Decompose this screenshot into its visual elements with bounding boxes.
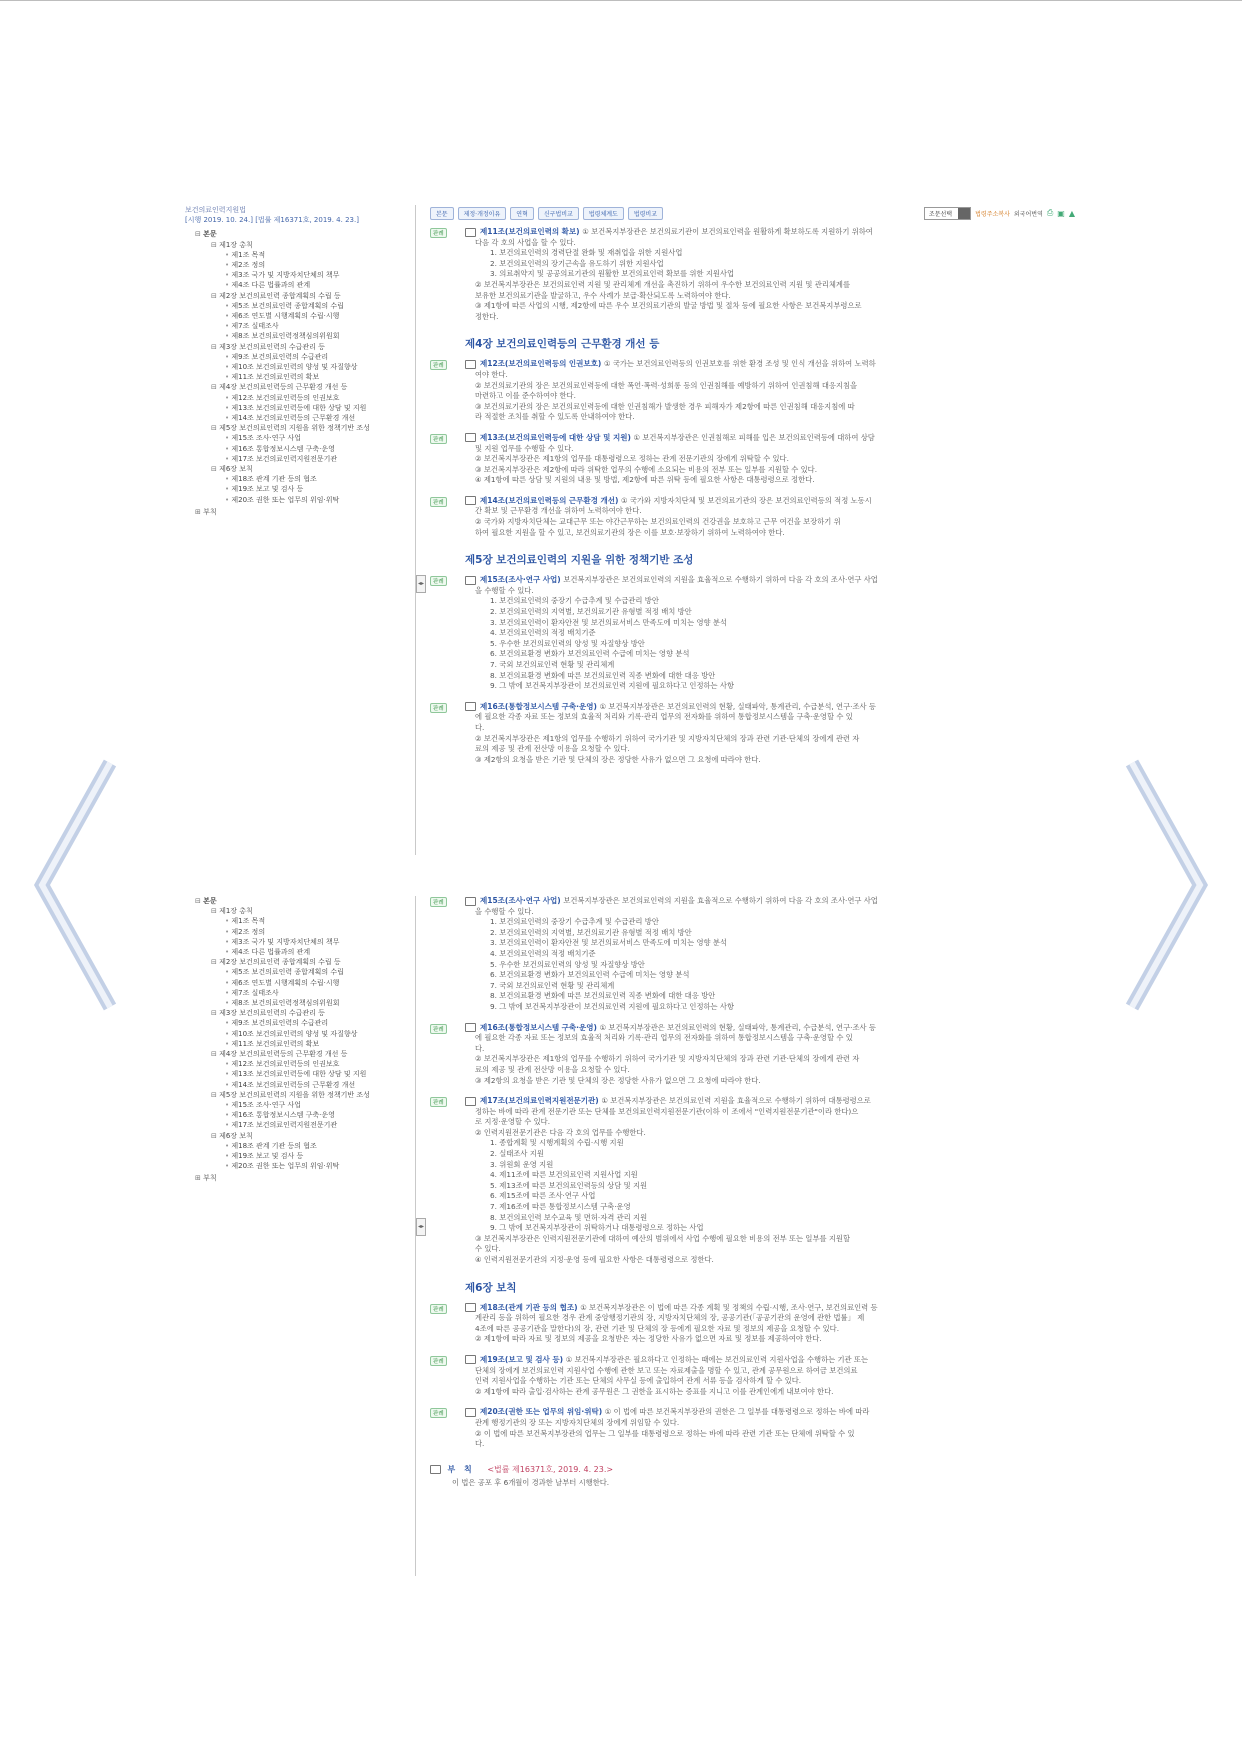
article-text-line: ② 보건복지부장관은 제1항의 업무를 대통령령으로 정하는 관계 전문기관의 장에게 위탁할 수 있다. [475, 454, 789, 464]
tree-chapter[interactable]: ⊟ 제3장 보건의료인력의 수급관리 등 [185, 342, 415, 352]
tab-law-system[interactable]: 법령체계도 [583, 207, 624, 220]
article-title[interactable]: 제13조(보건의료인력등에 대한 상담 및 지원) [480, 432, 634, 442]
article-text-line: ② 제1항에 따라 자료 및 정보의 제공을 요청받은 자는 정당한 사유가 없으면 자료 및 정보를 제공하여야 한다. [475, 1334, 822, 1344]
chapter-heading: 제4장 보건의료인력등의 근무환경 개선 등 [465, 338, 660, 351]
precedent-badge[interactable]: 판례 [430, 228, 447, 238]
law-content [430, 205, 1075, 855]
article-text-line: 9. 그 밖에 보건복지부장관이 위탁하거나 대통령령으로 정하는 사업 [490, 1223, 704, 1233]
article [430, 227, 1075, 322]
article-checkbox[interactable] [465, 433, 476, 442]
tab-history[interactable]: 연혁 [510, 207, 534, 220]
page-screenshot-1 [185, 205, 1075, 855]
save-icon[interactable]: ▣ [1057, 208, 1065, 218]
article [430, 433, 1075, 486]
article [430, 702, 1075, 766]
article-text-line: 보유한 보건의료기관을 발굴하고, 우수 사례가 보급·확산되도록 노력하여야 한다. [475, 290, 731, 300]
tab-main[interactable]: 본문 [430, 207, 454, 220]
article-text: 보건복지부장관은 보건의료인력의 지원을 효율적으로 수행하기 위하여 다음 각 호의 조사·연구 사업 [563, 896, 878, 905]
article-text-line: 7. 국외 보건의료인력 현황 및 관리체계 [490, 980, 615, 990]
article-text: ① 보건복지부장관은 보건의료인력 지원을 효율적으로 수행하기 위하여 대통령령으로 [601, 1096, 871, 1106]
article-title[interactable]: 제15조(조사·연구 사업) [480, 896, 564, 905]
article-text-line: 1. 보건의료인력의 경력단절 완화 및 재취업을 위한 지원사업 [490, 248, 683, 258]
tree-article[interactable]: • 제4조 다른 법률과의 관계 [185, 280, 415, 290]
article-text: ① 이 법에 따른 보건복지부장관의 권한은 그 일부를 대통령령으로 정하는 바에 따라 [604, 1407, 870, 1417]
article-text-line: ② 보건복지부장관은 보건의료인력 지원 및 관리체계 개선을 촉진하기 위하여 우수한 보건의료인력 지원 및 관리체계를 [475, 279, 851, 289]
article-text-line: 료의 제공 및 관계 전산망 이용을 요청할 수 있다. [475, 1064, 630, 1074]
article-text-line: 다. [475, 1439, 485, 1449]
translate-link[interactable]: 외국어번역 [1013, 210, 1043, 218]
law-tree-panel [185, 205, 416, 855]
article [430, 896, 1075, 1013]
page2-body [430, 896, 1075, 1450]
article-checkbox[interactable] [465, 1097, 476, 1106]
article-text-line: 단체의 장에게 보건의료인력 지원사업 수행에 관한 보고 또는 자료제출을 명할 수 있고, 관계 공무원으로 하여금 보건의료 [475, 1365, 858, 1375]
tree-article[interactable]: • 제13조 보건의료인력등에 대한 상담 및 지원 [185, 403, 415, 413]
tree-nodes-2 [185, 906, 415, 1171]
article-text-line: 4. 보건의료인력의 적정 배치기준 [490, 628, 596, 638]
tree-chapter[interactable]: ⊟ 제4장 보건의료인력등의 근무환경 개선 등 [185, 382, 415, 392]
tree-article[interactable]: • 제14조 보건의료인력등의 근무환경 개선 [185, 413, 415, 423]
precedent-badge[interactable]: 판례 [430, 1356, 447, 1366]
article-text-line: ③ 보건의료기관의 장은 보건의료인력등에 대한 인권침해가 발생한 경우 피해자가 제2항에 따른 인권침해 대응지침에 따 [475, 401, 855, 411]
article-checkbox[interactable] [465, 897, 476, 906]
article-text-line: 에 필요한 각종 자료 또는 정보의 효율적 처리와 기록·관리 업무의 전자화를 위하여 통합정보시스템을 구축·운영할 수 있 [475, 712, 853, 722]
tree-article[interactable]: • 제2조 정의 [185, 260, 415, 270]
print-icon[interactable]: ⎙ [1046, 208, 1054, 217]
tree-article[interactable]: • 제1조 목적 [185, 250, 415, 260]
toolbar [430, 205, 1075, 221]
article-text: ① 보건복지부장관은 필요하다고 인정하는 때에는 보건의료인력 지원사업을 수행하는 기관 또는 [565, 1354, 869, 1364]
article-text-line: ② 보건의료기관의 장은 보건의료인력등에 대한 폭언·폭력·성희롱 등의 인권침해를 예방하기 위하여 인권침해 대응지침을 [475, 380, 858, 390]
tree-nodes [185, 240, 415, 505]
tree-article[interactable]: • 제11조 보건의료인력의 확보 [185, 372, 415, 382]
article-title[interactable]: 제16조(통합정보시스템 구축·운영) [480, 701, 600, 711]
tree-article[interactable]: • 제2조 정의 [185, 927, 415, 937]
tree-buchik[interactable]: ⊞ 부칙 [185, 507, 415, 517]
tree-article[interactable]: • 제20조 권한 또는 업무의 위임·위탁 [185, 495, 415, 505]
article-text-line: 관계 행정기관의 장 또는 지방자치단체의 장에게 위임할 수 있다. [475, 1417, 680, 1427]
article-checkbox[interactable] [465, 228, 476, 237]
tree-root[interactable]: ⊟ 본문 [185, 229, 415, 239]
article-text-line: ③ 제1항에 따른 사업의 시행, 제2항에 따른 우수 보건의료기관의 발굴 방법 및 절차 등에 필요한 사항은 보건복지부령으로 [475, 301, 862, 311]
tree-article[interactable]: • 제10조 보건의료인력의 양성 및 자질향상 [185, 362, 415, 372]
article-title[interactable]: 제15조(조사·연구 사업) [480, 575, 564, 585]
tree-chapter[interactable]: ⊟ 제4장 보건의료인력등의 근무환경 개선 등 [185, 1049, 415, 1059]
article-text: ① 보건복지부장관은 보건의료인력의 현황, 실태파악, 통계관리, 수급분석, 연구·조사 등 [599, 1022, 876, 1032]
article [430, 496, 1075, 538]
buchik-law-number[interactable]: <법률 제16371호, 2019. 4. 23.> [487, 1464, 614, 1474]
tree-root-2[interactable]: ⊟ 본문 [185, 896, 415, 906]
article-title[interactable]: 제16조(통합정보시스템 구축·운영) [480, 1022, 600, 1032]
tree-chapter[interactable]: ⊟ 제1장 총칙 [185, 906, 415, 916]
article-text-line: 7. 제16조에 따른 통합정보시스템 구축·운영 [490, 1202, 631, 1212]
article-text-line: 8. 보건의료인력 보수교육 및 면허·자격 관리 지원 [490, 1212, 648, 1222]
tree-article[interactable]: • 제16조 통합정보시스템 구축·운영 [185, 444, 415, 454]
tree-article[interactable]: • 제11조 보건의료인력의 확보 [185, 1039, 415, 1049]
panel-collapse-button-2[interactable]: ◂▸ [416, 1218, 426, 1236]
article-text: ① 보건복지부장관은 보건의료기관이 보건의료인력을 원활하게 확보하도록 지원하기 위하여 [582, 227, 873, 236]
tree-article[interactable]: • 제3조 국가 및 지방자치단체의 책무 [185, 937, 415, 947]
tree-article[interactable]: • 제9조 보건의료인력의 수급관리 [185, 1018, 415, 1028]
article-text: ① 보건복지부장관은 이 법에 따른 각종 계획 및 정책의 수립·시행, 조사·연구, 보건의료인력 등 [580, 1302, 878, 1312]
precedent-badge[interactable]: 판례 [430, 897, 447, 907]
tab-amend-reason[interactable]: 제정·개정이유 [458, 207, 507, 220]
article-text-line: 다. [475, 1043, 485, 1053]
article-title[interactable]: 제14조(보건의료인력등의 근무환경 개선) [480, 495, 622, 505]
buchik-text: 이 법은 공포 후 6개월이 경과한 날부터 시행한다. [452, 1477, 610, 1487]
buchik-heading[interactable] [430, 1464, 1075, 1475]
article-text-line: 2. 보건의료인력의 지역별, 보건의료기관 유형별 적정 배치 방안 [490, 607, 692, 617]
tree-chapter[interactable]: ⊟ 제6장 보칙 [185, 464, 415, 474]
article-text: ① 국가와 지방자치단체 및 보건의료기관의 장은 보건의료인력등의 적정 노동시 [621, 495, 872, 505]
article-title[interactable]: 제19조(보고 및 검사 등) [480, 1354, 566, 1364]
article-text-line: 인력 지원사업을 수행하는 기관 또는 단체의 사무실 등에 출입하여 관계 서류 등을 검사하게 할 수 있다. [475, 1376, 802, 1386]
tab-compare-old-new[interactable]: 신구법비교 [538, 207, 579, 220]
article-text-line: ② 이 법에 따른 보건복지부장관의 업무는 그 일부를 대통령령으로 정하는 바에 따라 관련 기관 또는 단체에 위탁할 수 있 [475, 1428, 855, 1438]
tree-article[interactable]: • 제17조 보건의료인력지원전문기관 [185, 454, 415, 464]
article [430, 1355, 1075, 1397]
article-text-line: 3. 보건의료인력이 환자안전 및 보건의료서비스 만족도에 미치는 영향 분석 [490, 938, 727, 948]
article-text-line: 및 지원 업무를 수행할 수 있다. [475, 443, 574, 453]
tree-chapter[interactable]: ⊟ 제3장 보건의료인력의 수급관리 등 [185, 1008, 415, 1018]
tree-article[interactable]: • 제3조 국가 및 지방자치단체의 책무 [185, 270, 415, 280]
article-text-line: 2. 보건의료인력의 지역별, 보건의료기관 유형별 적정 배치 방안 [490, 927, 692, 937]
article-text-line: 9. 그 밖에 보건복지부장관이 보건의료인력 지원에 필요하다고 인정하는 사항 [490, 681, 735, 691]
article-text-line: 료의 제공 및 관계 전산망 이용을 요청할 수 있다. [475, 744, 630, 754]
precedent-badge[interactable]: 판례 [430, 703, 447, 713]
top-divider [0, 0, 1242, 1]
article-text-line: ③ 보건복지부장관은 제2항에 따라 위탁한 업무의 수행에 소요되는 비용의 전부 또는 일부를 지원할 수 있다. [475, 464, 818, 474]
article-title[interactable]: 제18조(관계 기관 등의 협조) [480, 1302, 581, 1312]
article-title[interactable]: 제11조(보건의료인력의 확보) [480, 227, 583, 236]
article-text-line: 하여 필요한 지원을 할 수 있고, 보건의료기관의 장은 이를 보호·보장하기 위하여 노력하여야 한다. [475, 527, 785, 537]
article-text-line: 6. 제15조에 따른 조사·연구 사업 [490, 1191, 596, 1201]
article-title[interactable]: 제17조(보건의료인력지원전문기관) [480, 1096, 602, 1106]
page1-body [430, 227, 1075, 765]
article-text-line: 5. 우수한 보건의료인력의 양성 및 자질향상 방안 [490, 959, 645, 969]
article [430, 1303, 1075, 1345]
law-subtitle: [시행 2019. 10. 24.] [법률 제16371호, 2019. 4. 23.] [185, 216, 359, 225]
article-text-line: 다. [475, 722, 485, 732]
article-text-line: ③ 제2항의 요청을 받은 기관 및 단체의 장은 정당한 사유가 없으면 그 요청에 따라야 한다. [475, 754, 761, 764]
tree-article[interactable]: • 제4조 다른 법률과의 관계 [185, 947, 415, 957]
article-text-line: 3. 위원회 운영 지원 [490, 1159, 554, 1169]
buchik-label: 부 칙 [447, 1464, 475, 1474]
precedent-badge[interactable]: 판례 [430, 1408, 447, 1418]
article-text-line: 8. 보건의료환경 변화에 따른 보건의료인력 직종 변화에 대한 대응 방안 [490, 670, 716, 680]
article-text-line: 2. 보건의료인력의 장기근속을 유도하기 위한 지원사업 [490, 258, 664, 268]
tree-article[interactable]: • 제6조 연도별 시행계획의 수립·시행 [185, 978, 415, 988]
precedent-badge[interactable]: 판례 [430, 1097, 447, 1107]
tree-article[interactable]: • 제19조 보고 및 검사 등 [185, 484, 415, 494]
article-checkbox[interactable] [465, 496, 476, 505]
article [430, 1023, 1075, 1087]
tree-article[interactable]: • 제1조 목적 [185, 916, 415, 926]
law-content-2 [430, 896, 1075, 1576]
article-text-line: 1. 보건의료인력의 중장기 수급추계 및 수급관리 방안 [490, 596, 659, 606]
tree-article[interactable]: • 제6조 연도별 시행계획의 수립·시행 [185, 311, 415, 321]
panel-collapse-button[interactable]: ◂▸ [416, 575, 426, 593]
tree-article[interactable]: • 제13조 보건의료인력등에 대한 상담 및 지원 [185, 1069, 415, 1079]
article-text: ① 보건복지부장관은 보건의료인력의 현황, 실태파악, 통계관리, 수급분석, 연구·조사 등 [599, 701, 876, 711]
tree-article[interactable]: • 제20조 권한 또는 업무의 위임·위탁 [185, 1161, 415, 1171]
article [430, 1096, 1075, 1266]
article-text-line: 다음 각 호의 사업을 할 수 있다. [475, 237, 576, 247]
article-text-line: 간 확보 및 근무환경 개선을 위하여 노력하여야 한다. [475, 506, 642, 516]
article [430, 575, 1075, 692]
law-title[interactable]: 보건의료인력지원법 [185, 206, 246, 214]
precedent-badge[interactable]: 판례 [430, 434, 447, 444]
tree-article[interactable]: • 제12조 보건의료인력등의 인권보호 [185, 1059, 415, 1069]
article-text-line: ③ 보건복지부장관은 인력지원전문기관에 대하여 예산의 범위에서 사업 수행에 필요한 비용의 전부 또는 일부를 지원할 [475, 1233, 851, 1243]
article-checkbox[interactable] [465, 1355, 476, 1364]
article [430, 1407, 1075, 1449]
tree-article[interactable]: • 제15조 조사·연구 사업 [185, 1100, 415, 1110]
tree-article[interactable]: • 제15조 조사·연구 사업 [185, 433, 415, 443]
article-text-line: 6. 보건의료환경 변화가 보건의료인력 수급에 미치는 영향 분석 [490, 649, 690, 659]
tree-chapter[interactable]: ⊟ 제2장 보건의료인력 종합계획의 수립 등 [185, 957, 415, 967]
tree-chapter[interactable]: ⊟ 제1장 총칙 [185, 240, 415, 250]
article-text-line: 을 수행할 수 있다. [475, 906, 534, 916]
tree-article[interactable]: • 제7조 실태조사 [185, 988, 415, 998]
tree-article[interactable]: • 제5조 보건의료인력 종합계획의 수립 [185, 967, 415, 977]
article-text-line: 마련하고 이를 준수하여야 한다. [475, 391, 576, 401]
article-text-line: 여야 한다. [475, 369, 508, 379]
tree-article[interactable]: • 제18조 관계 기관 등의 협조 [185, 474, 415, 484]
article [430, 359, 1075, 423]
tree-article[interactable]: • 제19조 보고 및 검사 등 [185, 1151, 415, 1161]
precedent-badge[interactable]: 판례 [430, 1024, 447, 1034]
article-text-line: 로 지정·운영할 수 있다. [475, 1117, 551, 1127]
article-select[interactable]: 조문선택 [924, 207, 971, 220]
article-text-line: 수 있다. [475, 1244, 501, 1254]
article-checkbox[interactable] [465, 576, 476, 585]
tree-article[interactable]: • 제7조 실태조사 [185, 321, 415, 331]
article-text-line: 정한다. [475, 311, 499, 321]
article-text-line: 을 수행할 수 있다. [475, 585, 534, 595]
tree-article[interactable]: • 제14조 보건의료인력등의 근무환경 개선 [185, 1080, 415, 1090]
tree-article[interactable]: • 제12조 보건의료인력등의 인권보호 [185, 393, 415, 403]
article-text-line: 계관리 등을 위하여 필요한 경우 관계 중앙행정기관의 장, 지방자치단체의 장, 공공기관(「공공기관의 운영에 관한 법률」 제 [475, 1313, 865, 1323]
tree-article[interactable]: • 제18조 관계 기관 등의 협조 [185, 1141, 415, 1151]
article-text-line: 5. 제13조에 따른 보건의료인력등의 상담 및 지원 [490, 1180, 648, 1190]
article-text: ① 국가는 보건의료인력등의 인권보호를 위한 환경 조성 및 인식 개선을 위하여 노력하 [603, 359, 876, 369]
article-checkbox[interactable] [465, 702, 476, 711]
article-text-line: ② 국가와 지방자치단체는 교대근무 또는 야간근무하는 보건의료인력의 건강권을 보호하고 근무 여건을 보장하기 위 [475, 517, 841, 527]
previous-page-arrow-icon[interactable] [28, 755, 123, 1015]
copy-url-link[interactable]: 법령주소복사 [975, 210, 1010, 218]
page-screenshot-2 [185, 896, 1075, 1576]
chapter-heading: 제6장 보칙 [465, 1281, 517, 1294]
law-tree-panel-2 [185, 896, 416, 1576]
article-text-line: 8. 보건의료환경 변화에 따른 보건의료인력 직종 변화에 대한 대응 방안 [490, 991, 716, 1001]
article-text-line: ② 보건복지부장관은 제1항의 업무를 수행하기 위하여 국가기관 및 지방자치단체의 장과 관련 기관·단체의 장에게 관련 자 [475, 1054, 860, 1064]
chapter-heading: 제5장 보건의료인력의 지원을 위한 정책기반 조성 [465, 554, 694, 567]
precedent-badge[interactable]: 판례 [430, 576, 447, 586]
tree-chapter[interactable]: ⊟ 제6장 보칙 [185, 1131, 415, 1141]
tree-article[interactable]: • 제9조 보건의료인력의 수급관리 [185, 352, 415, 362]
article-checkbox[interactable] [465, 1303, 476, 1312]
article-checkbox[interactable] [465, 1023, 476, 1032]
article-title[interactable]: 제12조(보건의료인력등의 인권보호) [480, 359, 604, 369]
tree-article[interactable]: • 제5조 보건의료인력 종합계획의 수립 [185, 301, 415, 311]
precedent-badge[interactable]: 판례 [430, 360, 447, 370]
article-checkbox[interactable] [465, 1408, 476, 1417]
checkbox[interactable] [430, 1465, 441, 1474]
tree-article[interactable]: • 제10조 보건의료인력의 양성 및 자질향상 [185, 1029, 415, 1039]
article-text-line: ② 인력지원전문기관은 다음 각 호의 업무를 수행한다. [475, 1127, 646, 1137]
article-text-line: 정하는 바에 따라 관계 전문기관 또는 단체를 보건의료인력지원전문기관(이하 이 조에서 "인력지원전문기관"이라 한다)으 [475, 1106, 859, 1116]
article-checkbox[interactable] [465, 360, 476, 369]
precedent-badge[interactable]: 판례 [430, 1304, 447, 1314]
article-text-line: 7. 국외 보건의료인력 현황 및 관리체계 [490, 660, 615, 669]
article-text-line: 5. 우수한 보건의료인력의 양성 및 자질향상 방안 [490, 638, 645, 648]
tab-law-compare[interactable]: 법령비교 [628, 207, 663, 220]
article-text-line: ④ 제1항에 따른 상담 및 지원의 내용 및 방법, 제2항에 따른 위탁 등에 필요한 사항은 대통령령으로 정한다. [475, 475, 815, 485]
tree-article[interactable]: • 제16조 통합정보시스템 구축·운영 [185, 1110, 415, 1120]
article-text-line: 에 필요한 각종 자료 또는 정보의 효율적 처리와 기록·관리 업무의 전자화를 위하여 통합정보시스템을 구축·운영할 수 있 [475, 1033, 853, 1043]
tree-chapter[interactable]: ⊟ 제5장 보건의료인력의 지원을 위한 정책기반 조성 [185, 423, 415, 433]
article-text-line: 3. 보건의료인력이 환자안전 및 보건의료서비스 만족도에 미치는 영향 분석 [490, 617, 727, 627]
article-text: 보건복지부장관은 보건의료인력의 지원을 효율적으로 수행하기 위하여 다음 각 호의 조사·연구 사업 [563, 575, 878, 585]
article-text-line: 1. 보건의료인력의 중장기 수급추계 및 수급관리 방안 [490, 917, 659, 927]
tree-article[interactable]: • 제17조 보건의료인력지원전문기관 [185, 1120, 415, 1130]
article-text-line: 라 적절한 조치를 취할 수 있도록 안내하여야 한다. [475, 412, 635, 422]
article-text-line: 6. 보건의료환경 변화가 보건의료인력 수급에 미치는 영향 분석 [490, 970, 690, 980]
article-text-line: 3. 의료취약지 및 공공의료기관의 원활한 보건의료인력 확보를 위한 지원사업 [490, 269, 735, 279]
article-text-line: 4조에 따른 공공기관을 말한다)의 장, 관련 기관 및 단체의 장 등에게 필요한 자료 및 정보의 제공을 요청할 수 있다. [475, 1323, 840, 1333]
tree-buchik-2[interactable]: ⊞ 부칙 [185, 1173, 415, 1183]
next-page-arrow-icon[interactable] [1119, 755, 1214, 1015]
article-text-line: 9. 그 밖에 보건복지부장관이 보건의료인력 지원에 필요하다고 인정하는 사항 [490, 1001, 735, 1011]
article-title[interactable]: 제20조(권한 또는 업무의 위임·위탁) [480, 1407, 605, 1417]
tree-article[interactable]: • 제8조 보건의료인력정책심의위원회 [185, 998, 415, 1008]
tree-chapter[interactable]: ⊟ 제5장 보건의료인력의 지원을 위한 정책기반 조성 [185, 1090, 415, 1100]
article-text-line: ③ 제2항의 요청을 받은 기관 및 단체의 장은 정당한 사유가 없으면 그 요청에 따라야 한다. [475, 1075, 761, 1085]
article-text-line: ② 제1항에 따라 출입·검사하는 관계 공무원은 그 권한을 표시하는 증표를 지니고 이를 관계인에게 내보여야 한다. [475, 1386, 834, 1396]
tree-article[interactable]: • 제8조 보건의료인력정책심의위원회 [185, 331, 415, 341]
share-icon[interactable]: ▲ [1068, 208, 1075, 218]
article-text-line: 1. 종합계획 및 시행계획의 수립·시행 지원 [490, 1138, 624, 1148]
article-text-line: 4. 보건의료인력의 적정 배치기준 [490, 948, 596, 958]
article-text: ① 보건복지부장관은 인권침해로 피해를 입은 보건의료인력등에 대하여 상담 [633, 432, 875, 442]
precedent-badge[interactable]: 판례 [430, 497, 447, 507]
article-text-line: ② 보건복지부장관은 제1항의 업무를 수행하기 위하여 국가기관 및 지방자치단체의 장과 관련 기관·단체의 장에게 관련 자 [475, 733, 860, 743]
article-text-line: 4. 제11조에 따른 보건의료인력 지원사업 지원 [490, 1170, 638, 1180]
article-text-line: ④ 인력지원전문기관의 지정·운영 등에 필요한 사항은 대통령령으로 정한다. [475, 1255, 714, 1264]
tree-chapter[interactable]: ⊟ 제2장 보건의료인력 종합계획의 수립 등 [185, 291, 415, 301]
article-text-line: 2. 실태조사 지원 [490, 1149, 544, 1159]
